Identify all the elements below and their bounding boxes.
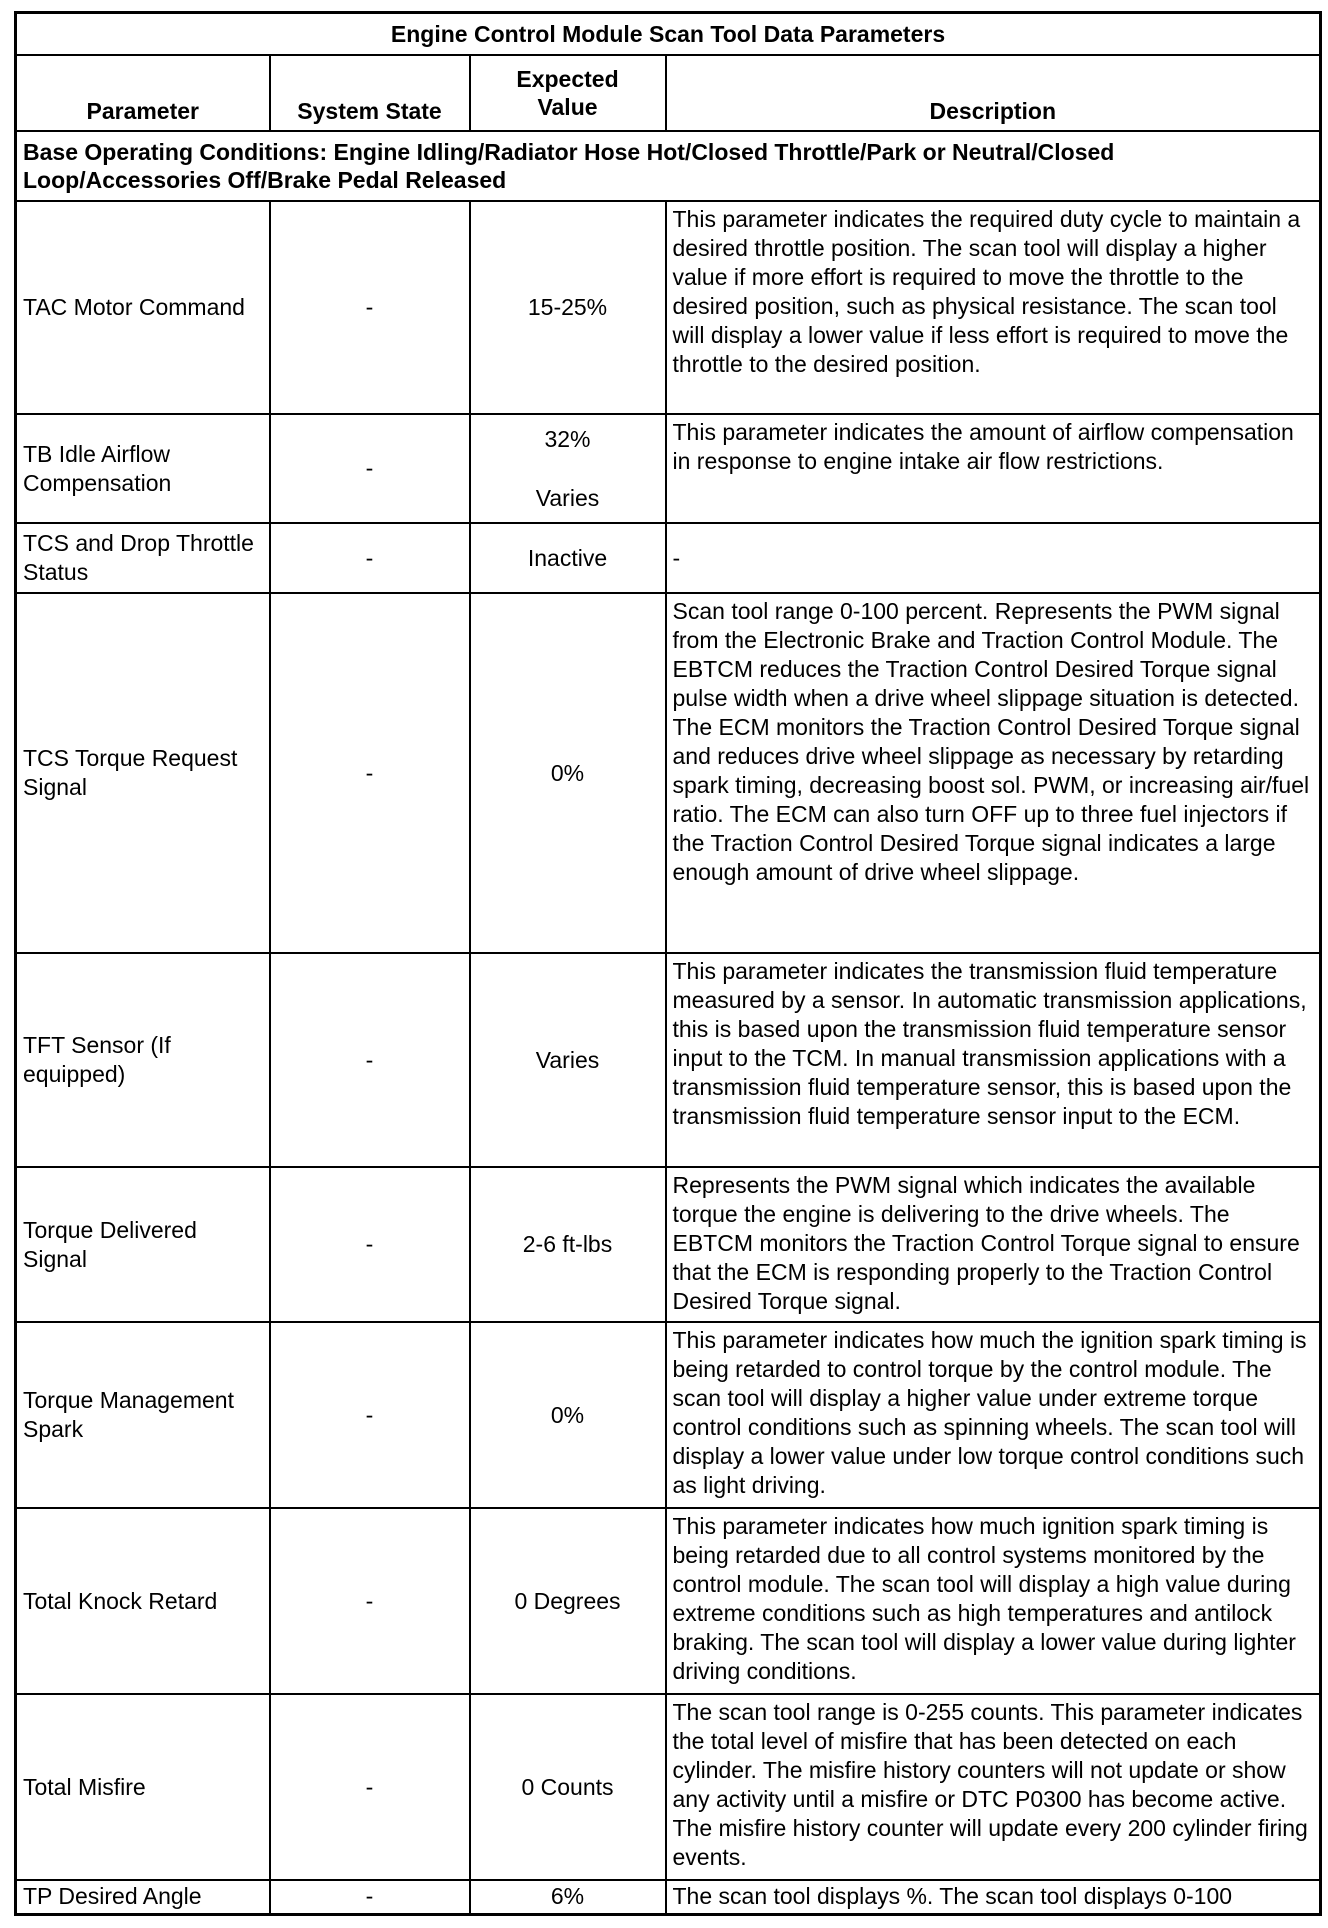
system-state-cell: - [270,201,470,414]
parameter-cell: TAC Motor Command [16,201,270,414]
expected-value-cell: Inactive [470,523,666,593]
parameter-cell: TCS Torque Request Signal [16,593,270,953]
expected-value-cell [470,414,666,523]
description-cell: This parameter indicates how much the ignition spark timing is being retarded to control torque by the control module. The scan tool will display a higher value under extreme torque control conditions such as spinning wheels. The scan tool will display a lower value under low torque control conditions such as light driving. [666,1322,1321,1508]
table-row [16,1322,1321,1508]
system-state-cell: - [270,1322,470,1508]
expected-value-cell: 0% [470,593,666,953]
table-header-row [16,55,1321,131]
description-cell: - [666,523,1321,593]
description-cell: Scan tool range 0-100 percent. Represents the PWM signal from the Electronic Brake and Traction Control Module. The EBTCM reduces the Traction Control Desired Torque signal pulse width when a drive wheel slippage situation is detected. The ECM monitors the Traction Control Desired Torque signal and reduces drive wheel slippage as necessary by retarding spark timing, decreasing boost sol. PWM, or increasing air/fuel ratio. The ECM can also turn OFF up to three fuel injectors if the Traction Control Desired Torque signal indicates a large enough amount of drive wheel slippage. [666,593,1321,953]
base-conditions: Base Operating Conditions: Engine Idling/Radiator Hose Hot/Closed Throttle/Park or Neutral/Closed Loop/Accessories Off/Brake Pedal Released [16,131,1321,201]
system-state-cell: - [270,523,470,593]
description-cell: Represents the PWM signal which indicates the available torque the engine is delivering to the drive wheels. The EBTCM monitors the Traction Control Torque signal to ensure that the ECM is responding properly to the Traction Control Desired Torque signal. [666,1167,1321,1322]
table-row [16,414,1321,523]
system-state-cell: - [270,1694,470,1880]
expected-value-cell: Varies [470,953,666,1167]
description-cell: This parameter indicates how much ignition spark timing is being retarded due to all control systems monitored by the control module. The scan tool will display a high value during extreme conditions such as high temperatures and antilock braking. The scan tool will display a lower value during lighter driving conditions. [666,1508,1321,1694]
system-state-cell: - [270,414,470,523]
expected-value-cell: 0 Degrees [470,1508,666,1694]
parameter-cell: Torque Management Spark [16,1322,270,1508]
system-state-cell: - [270,1167,470,1322]
table-row [16,1508,1321,1694]
column-header-description: Description [666,55,1321,131]
column-header-expected-value [470,55,666,131]
expected-value-cell: 2-6 ft-lbs [470,1167,666,1322]
table-row [16,1880,1321,1914]
parameter-cell: Total Misfire [16,1694,270,1880]
base-conditions-row [16,131,1321,201]
expected-value-cell: 15-25% [470,201,666,414]
parameter-cell: Torque Delivered Signal [16,1167,270,1322]
description-cell: The scan tool range is 0-255 counts. This parameter indicates the total level of misfire that has been detected on each cylinder. The misfire history counters will not update or show any activity until a misfire or DTC P0300 has become active. The misfire history counter will update every 200 cylinder firing events. [666,1694,1321,1880]
expected-value-cell: 6% [470,1880,666,1914]
table-row [16,523,1321,593]
column-header-parameter: Parameter [16,55,270,131]
parameter-cell: TP Desired Angle [16,1880,270,1914]
parameter-cell: TB Idle Airflow Compensation [16,414,270,523]
description-text: The scan tool displays %. The scan tool displays 0-100 [672,1883,1233,1910]
parameter-cell: TCS and Drop Throttle Status [16,523,270,593]
system-state-cell: - [270,1508,470,1694]
column-header-system-state: System State [270,55,470,131]
expected-value-secondary: Varies [535,484,600,511]
expected-value-label: Expected Value [516,66,619,120]
table-row [16,953,1321,1167]
table-row [16,1167,1321,1322]
parameter-cell: Total Knock Retard [16,1508,270,1694]
expected-value-cell: 0% [470,1322,666,1508]
document-sheet [14,11,1319,1916]
description-cell: This parameter indicates the transmission fluid temperature measured by a sensor. In automatic transmission applications, this is based upon the transmission fluid temperature sensor input to the TCM. In manual transmission applications with a transmission fluid temperature sensor, this is based upon the transmission fluid temperature sensor input to the ECM. [666,953,1321,1167]
table-title-row [16,13,1321,56]
expected-value-cell: 0 Counts [470,1694,666,1880]
table-row [16,1694,1321,1880]
description-cell: This parameter indicates the amount of airflow compensation in response to engine intake air flow restrictions. [666,414,1321,523]
description-cell: This parameter indicates the required duty cycle to maintain a desired throttle position. The scan tool will display a higher value if more effort is required to move the throttle to the desired position, such as physical resistance. The scan tool will display a lower value if less effort is required to move the throttle to the desired position. [666,201,1321,414]
scan-tool-parameters-table [14,11,1322,1916]
system-state-cell: - [270,593,470,953]
system-state-cell: - [270,953,470,1167]
table-title: Engine Control Module Scan Tool Data Parameters [16,13,1321,56]
table-row [16,593,1321,953]
system-state-cell: - [270,1880,470,1914]
parameter-cell: TFT Sensor (If equipped) [16,953,270,1167]
table-row [16,201,1321,414]
expected-value-primary: 32% [544,425,591,452]
description-cell [666,1880,1321,1914]
